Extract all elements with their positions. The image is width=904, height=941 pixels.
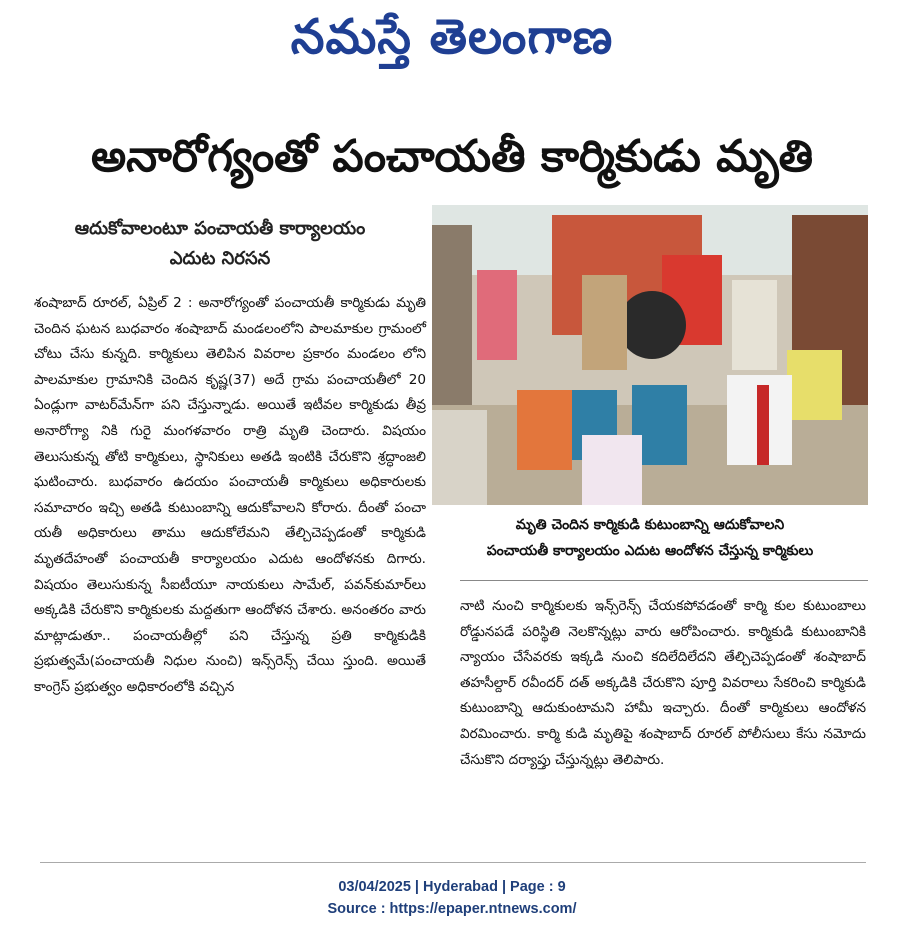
- article-body-part-2: నాటి నుంచి కార్మికులకు ఇన్స్‌రెన్స్ చేయకపోవడంతో కార్మి కుల కుటుంబాలు రోడ్డునపడే పరిస్థితి నెలకొన్నట్లు వారు ఆరోపించారు. కార్మికుడి కుటుంబానికి న్యాయం చేసేవరకు ఇక్కడి నుంచి కదిలేదిలేదని తేల్చిచెప్పడంతో శంషాబాద్ తహసీల్దార్ రవీందర్ దత్ అక్కడికి చేరుకొని పూర్తి వివరాలు సేకరించి కార్మికుడి కుటుంబాన్ని ఆదుకుంటామని హామీ ఇచ్చారు. దీంతో కార్మికులు ఆందోళన విరమించారు. కార్మి కుడి మృతిపై శంషాబాద్ రూరల్ పోలీసులు కేసు నమోదు చేసుకొని దర్యాప్తు చేస్తున్నట్లు తెలిపారు.: [460, 598, 866, 768]
- caption-line-1: మృతి చెందిన కార్మికుడి కుటుంబాన్ని ఆదుకోవాలని: [515, 517, 785, 533]
- article-subheading: [20, 214, 420, 274]
- caption-line-2: పంచాయతీ కార్యాలయం ఎదుట ఆందోళన చేస్తున్న కార్మికులు: [486, 543, 814, 559]
- photo-caption: [432, 512, 868, 564]
- footer-divider: [40, 862, 866, 863]
- article-column-1: [34, 291, 426, 701]
- column-divider: [460, 580, 868, 581]
- article-body-part-1: శంషాబాద్ రూరల్, ఏప్రిల్ 2 : అనారోగ్యంతో పంచాయతీ కార్మికుడు మృతి చెందిన ఘటన బుధవారం శంషాబాద్ మండలంలోని పాలమాకుల గ్రామంలో చోటు చేసు కున్నది. కార్మికులు తెలిపిన వివరాల ప్రకారం మండలం లోని పాలమాకుల గ్రామానికి చెందిన కృష్ణ(37) అదే గ్రామ పంచాయతీలో 20 ఏండ్లుగా వాటర్‌మేన్‌గా పని చేస్తున్నాడు. అయితే ఇటీవల కార్మికుడు తీవ్ర అనారోగ్యా నికి గురై మంగళవారం రాత్రి మృతి చెందారు. విషయం తెలుసుకున్న తోటి కార్మికులు, స్థానికులు అతడి ఇంటికి చేరుకొని శ్రద్ధాంజలి ఘటించారు. బుధవారం ఉదయం పంచాయతీ కార్మికులు అధికారులకు సమాచారం ఇచ్చి అతడి కుటుంబాన్ని ఆదుకోవాలని కోరారు. దీంతో పంచా యతీ అధికారులు తాము ఆదుకోలేమని తేల్చిచెప్పడంతో కార్మికుడి మృతదేహంతో పంచాయతీ కార్యాలయం ఎదుట ఆందోళనకు దిగారు. విషయం తెలుసుకున్న సీఐటీయూ నాయకులు సామేల్, పవన్‌కుమార్‌లు అక్కడికి చేరుకొని కార్మికులకు మద్దతుగా ఆందోళన చేశారు. అనంతరం వారు మాట్లాడుతూ.. పంచాయతీల్లో పని చేస్తున్న ప్రతి కార్మికుడికి ప్రభుత్వమే(పంచాయతీ నిధుల నుంచి) ఇన్స్‌రెన్స్ చేయి స్తుంది. అయితే కాంగ్రెస్ ప్రభుత్వం అధికారంలోకి వచ్చిన: [34, 295, 426, 695]
- subheading-line-2: ఎదుట నిరసన: [169, 248, 271, 269]
- protest-photo-illustration: [432, 205, 868, 505]
- page-footer: [0, 876, 904, 920]
- article-column-2: [460, 594, 866, 773]
- subheading-line-1: ఆదుకోవాలంటూ పంచాయతీ కార్యాలయం: [74, 218, 366, 239]
- masthead-logo: నమస్తే తెలంగాణ: [290, 9, 614, 65]
- article-headline: అనారోగ్యంతో పంచాయతీ కార్మికుడు మృతి: [90, 131, 813, 182]
- footer-source-link[interactable]: Source : https://epaper.ntnews.com/: [327, 901, 577, 917]
- news-photo: [432, 205, 868, 505]
- footer-date-edition: 03/04/2025 | Hyderabad | Page : 9: [338, 879, 566, 895]
